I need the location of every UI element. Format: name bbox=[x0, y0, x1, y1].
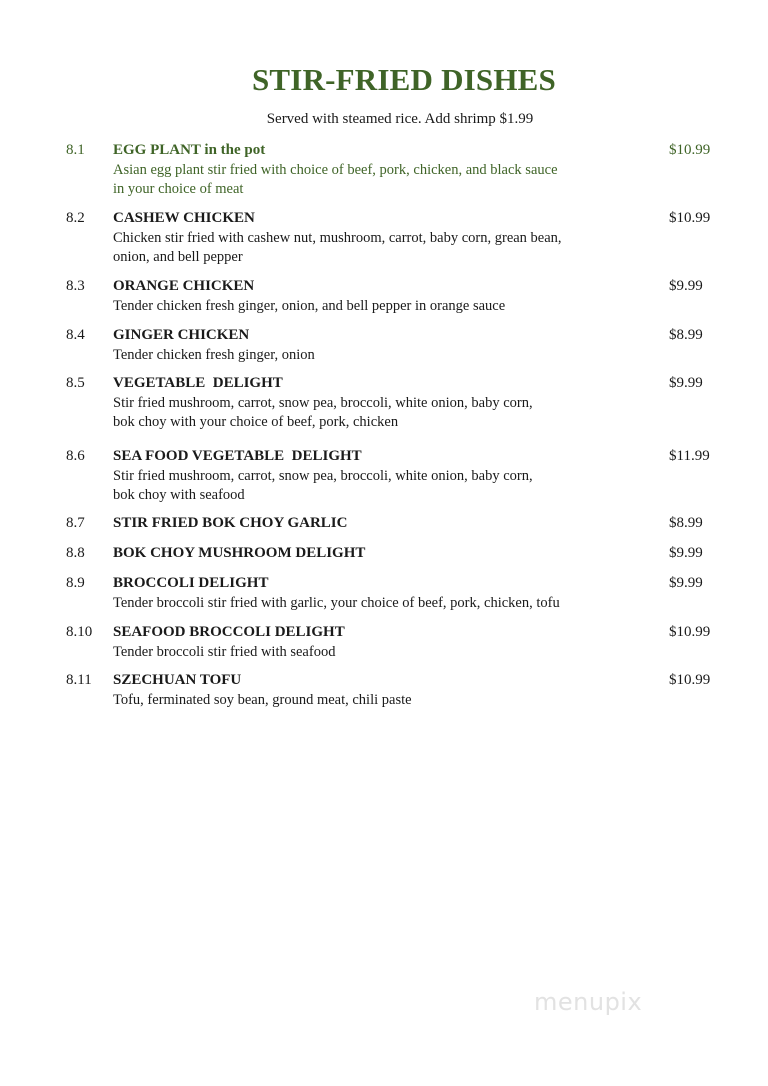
item-number: 8.11 bbox=[66, 672, 92, 688]
item-number: 8.2 bbox=[66, 210, 85, 226]
item-name: SZECHUAN TOFU bbox=[113, 672, 242, 688]
item-description-line: bok choy with your choice of beef, pork, chicken bbox=[113, 414, 399, 430]
item-price: $10.99 bbox=[669, 672, 711, 688]
item-name: ORANGE CHICKEN bbox=[113, 278, 255, 294]
item-description bbox=[113, 161, 593, 199]
item-description bbox=[113, 467, 593, 505]
item-name: STIR FRIED BOK CHOY GARLIC bbox=[113, 515, 348, 531]
item-description bbox=[113, 643, 593, 662]
item-description-line: Chicken stir fried with cashew nut, mushroom, carrot, baby corn, grean bean, bbox=[113, 230, 562, 246]
item-price: $10.99 bbox=[669, 210, 711, 226]
item-number: 8.9 bbox=[66, 575, 85, 591]
page-subtitle: Served with steamed rice. Add shrimp $1.99 bbox=[266, 111, 534, 127]
item-description-line: Tender broccoli stir fried with seafood bbox=[113, 644, 336, 660]
item-price: $9.99 bbox=[669, 375, 703, 391]
item-description bbox=[113, 346, 593, 365]
item-description bbox=[113, 691, 593, 710]
item-name: VEGETABLE DELIGHT bbox=[113, 375, 283, 391]
item-price: $11.99 bbox=[669, 448, 710, 464]
item-name: GINGER CHICKEN bbox=[113, 327, 250, 343]
item-description bbox=[113, 229, 593, 267]
item-name: SEA FOOD VEGETABLE DELIGHT bbox=[113, 448, 362, 464]
item-price: $10.99 bbox=[669, 142, 711, 158]
item-price: $9.99 bbox=[669, 575, 703, 591]
item-description bbox=[113, 297, 593, 316]
item-description-line: Tender chicken fresh ginger, onion, and bell pepper in orange sauce bbox=[113, 298, 506, 314]
item-description-line: Tofu, ferminated soy bean, ground meat, chili paste bbox=[113, 692, 412, 708]
item-number: 8.3 bbox=[66, 278, 85, 294]
item-price: $8.99 bbox=[669, 515, 703, 531]
item-price: $10.99 bbox=[669, 624, 711, 640]
item-number: 8.1 bbox=[66, 142, 85, 158]
watermark-logo: menupix bbox=[534, 988, 643, 1016]
item-name: CASHEW CHICKEN bbox=[113, 210, 255, 226]
item-description-line: Tender broccoli stir fried with garlic, your choice of beef, pork, chicken, tofu bbox=[113, 595, 560, 611]
item-description-line: onion, and bell pepper bbox=[113, 249, 243, 265]
item-description-line: Stir fried mushroom, carrot, snow pea, broccoli, white onion, baby corn, bbox=[113, 395, 533, 411]
item-description-line: bok choy with seafood bbox=[113, 487, 245, 503]
item-name: BROCCOLI DELIGHT bbox=[113, 575, 269, 591]
item-description-line: Stir fried mushroom, carrot, snow pea, broccoli, white onion, baby corn, bbox=[113, 468, 533, 484]
item-number: 8.7 bbox=[66, 515, 85, 531]
item-name: SEAFOOD BROCCOLI DELIGHT bbox=[113, 624, 345, 640]
item-number: 8.8 bbox=[66, 545, 85, 561]
item-description bbox=[113, 594, 673, 613]
item-price: $9.99 bbox=[669, 278, 703, 294]
item-number: 8.4 bbox=[66, 327, 85, 343]
item-description-line: Tender chicken fresh ginger, onion bbox=[113, 347, 315, 363]
item-name: EGG PLANT in the pot bbox=[113, 142, 266, 158]
item-price: $9.99 bbox=[669, 545, 703, 561]
page-title: STIR-FRIED DISHES bbox=[251, 62, 556, 97]
item-price: $8.99 bbox=[669, 327, 703, 343]
item-number: 8.5 bbox=[66, 375, 85, 391]
item-description-line: Asian egg plant stir fried with choice of beef, pork, chicken, and black sauce bbox=[113, 162, 558, 178]
item-description-line: in your choice of meat bbox=[113, 181, 244, 197]
item-description bbox=[113, 394, 593, 432]
item-name: BOK CHOY MUSHROOM DELIGHT bbox=[113, 545, 366, 561]
item-number: 8.10 bbox=[66, 624, 93, 640]
item-number: 8.6 bbox=[66, 448, 85, 464]
